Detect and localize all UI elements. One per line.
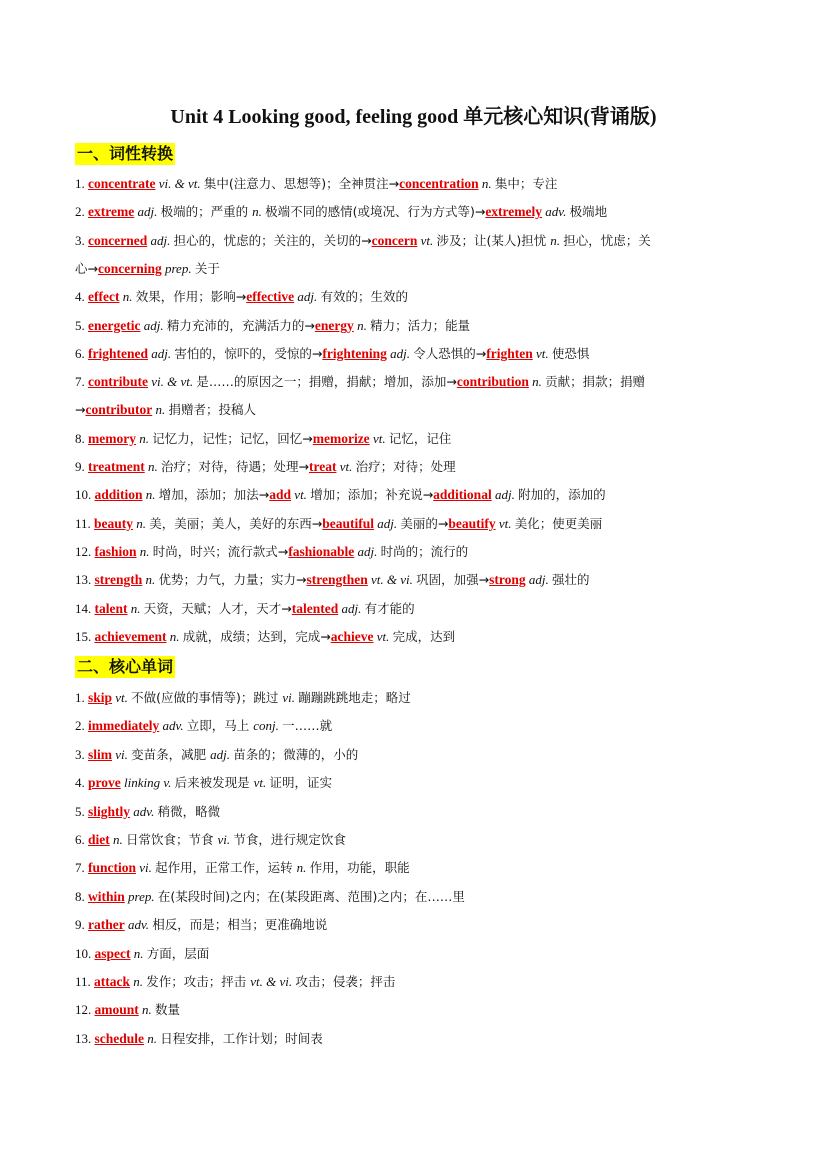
vocab-word: additional bbox=[433, 487, 492, 503]
part-of-speech: n. bbox=[252, 204, 266, 220]
item-number: 3. bbox=[75, 746, 88, 762]
definition-text: 增加，添加；加法→ bbox=[158, 487, 270, 503]
vocab-line bbox=[75, 973, 757, 992]
vocab-word: strong bbox=[489, 572, 526, 588]
vocab-word: concentrate bbox=[88, 176, 156, 191]
definition-text: 害怕的，惊吓的，受惊的→ bbox=[174, 345, 323, 361]
vocab-line bbox=[75, 515, 757, 534]
section-heading-core-words: 二、核心单词 bbox=[77, 657, 174, 676]
item-number: 7. bbox=[75, 374, 88, 390]
vocab-line bbox=[75, 628, 757, 647]
part-of-speech: vt. bbox=[336, 459, 356, 474]
vocab-word: aspect bbox=[94, 945, 131, 961]
vocab-word: treatment bbox=[88, 459, 145, 474]
part-of-speech: adj. bbox=[210, 746, 234, 762]
part-of-speech: n. bbox=[144, 459, 161, 474]
vocab-word: amount bbox=[94, 1002, 139, 1018]
vocab-word: attack bbox=[94, 974, 131, 989]
definition-text: 日程安排，工作计划；时间表 bbox=[160, 1030, 323, 1046]
vocab-word: concern bbox=[371, 232, 418, 248]
part-of-speech: n. bbox=[550, 232, 564, 248]
definition-text: 美化；使更美丽 bbox=[514, 515, 603, 531]
vocab-word: talent bbox=[94, 600, 128, 616]
definition-text: 节食，进行规定饮食 bbox=[233, 832, 346, 847]
part-of-speech: prep. bbox=[124, 888, 158, 904]
part-of-speech: adj. bbox=[147, 232, 174, 248]
vocab-line bbox=[75, 831, 757, 850]
item-number: 4. bbox=[75, 775, 88, 791]
definition-text: 蹦蹦跳跳地走；略过 bbox=[298, 690, 411, 705]
definition-text: 记忆力，记性；记忆，回忆→ bbox=[152, 430, 313, 446]
vocab-line bbox=[75, 746, 757, 765]
vocab-word: contributor bbox=[85, 402, 153, 418]
vocab-word: treat bbox=[308, 459, 337, 474]
item-number: 7. bbox=[75, 860, 88, 876]
definition-text: 心→ bbox=[75, 260, 98, 276]
vocab-word: concerned bbox=[88, 232, 148, 248]
vocab-word: schedule bbox=[94, 1030, 145, 1046]
vocab-word: effective bbox=[246, 289, 295, 305]
item-number: 1. bbox=[75, 176, 88, 191]
part-of-speech: prep. bbox=[161, 260, 195, 276]
vocab-line bbox=[75, 803, 757, 822]
vocab-word: add bbox=[269, 487, 292, 503]
definition-text: 涉及；让(某人)担忧 bbox=[436, 232, 551, 248]
vocab-word: beautify bbox=[448, 515, 496, 531]
definition-text: 有才能的 bbox=[364, 600, 415, 616]
part-of-speech: vi. bbox=[217, 832, 234, 847]
item-number: 13. bbox=[75, 1030, 95, 1046]
part-of-speech: vt. & vi. bbox=[250, 974, 296, 989]
vocab-word: strength bbox=[94, 572, 143, 588]
part-of-speech: vt. bbox=[495, 515, 515, 531]
vocab-word: memorize bbox=[312, 430, 370, 446]
part-of-speech: vt. bbox=[291, 487, 311, 503]
item-number: 15. bbox=[75, 628, 95, 644]
item-number: 9. bbox=[75, 459, 88, 474]
item-number: 6. bbox=[75, 832, 88, 847]
part-of-speech: vt. bbox=[417, 232, 437, 248]
vocab-word: energy bbox=[314, 317, 354, 333]
definition-text: 极端的；严重的 bbox=[160, 204, 253, 220]
part-of-speech: adv. bbox=[542, 204, 570, 220]
item-number: 1. bbox=[75, 690, 88, 705]
definition-text: 攻击；侵袭；抨击 bbox=[295, 974, 396, 989]
vocab-word: slightly bbox=[88, 803, 131, 819]
definition-text: 担心，忧虑；关 bbox=[563, 232, 651, 248]
definition-text: 有效的；生效的 bbox=[320, 289, 409, 305]
part-of-speech: n. bbox=[133, 515, 150, 531]
part-of-speech: adj. bbox=[491, 487, 519, 503]
vocab-word: frighten bbox=[486, 345, 533, 361]
definition-text: 是……的原因之一；捐赠，捐献；增加，添加→ bbox=[196, 374, 457, 390]
vocab-word: extreme bbox=[88, 204, 135, 220]
item-number: 9. bbox=[75, 917, 88, 933]
part-of-speech: adv. bbox=[130, 803, 158, 819]
vocab-line bbox=[75, 430, 757, 449]
vocab-line bbox=[75, 600, 757, 619]
item-number: 8. bbox=[75, 430, 88, 446]
item-number: 8. bbox=[75, 888, 88, 904]
definition-text: 极端地 bbox=[569, 204, 608, 220]
part-of-speech: n. bbox=[135, 430, 153, 446]
part-of-speech: conj. bbox=[253, 718, 283, 734]
definition-text: 时尚，时兴；流行款式→ bbox=[152, 543, 289, 559]
definition-text: 立即，马上 bbox=[186, 718, 254, 734]
vocab-line bbox=[75, 888, 757, 907]
part-of-speech: n. bbox=[138, 1002, 156, 1018]
vocab-word: diet bbox=[88, 832, 110, 847]
part-of-speech: n. bbox=[142, 572, 159, 588]
definition-text: 在(某段时间)之内；在(某段距离、范围)之内；在……里 bbox=[157, 888, 465, 904]
definition-text: 附加的，添加的 bbox=[518, 487, 606, 503]
definition-text: 集中；专注 bbox=[494, 176, 558, 191]
vocab-word: prove bbox=[88, 775, 121, 791]
vocab-word: beautiful bbox=[322, 515, 375, 531]
vocab-word: addition bbox=[94, 487, 143, 503]
vocab-word: skip bbox=[88, 690, 113, 705]
vocab-word: concerning bbox=[97, 260, 162, 276]
definition-text: 作用，功能，职能 bbox=[309, 860, 410, 876]
definition-text: 巩固，加强→ bbox=[416, 572, 490, 588]
part-of-speech: n. bbox=[127, 600, 144, 616]
part-of-speech: adj. bbox=[134, 204, 161, 220]
definition-text: 变苗条，减肥 bbox=[131, 746, 211, 762]
vocab-line bbox=[75, 543, 757, 562]
definition-text: 强壮的 bbox=[552, 572, 590, 588]
item-number: 5. bbox=[75, 803, 88, 819]
definition-text: 成就，成绩；达到，完成→ bbox=[182, 628, 331, 644]
vocab-word: extremely bbox=[485, 204, 543, 220]
definition-text: 集中(注意力、思想等)；全神贯注→ bbox=[203, 176, 400, 191]
item-number: 12. bbox=[75, 543, 95, 559]
definition-text: → bbox=[75, 402, 86, 418]
part-of-speech: vi. bbox=[136, 860, 156, 876]
part-of-speech: n. bbox=[136, 543, 153, 559]
definition-text: 记忆，记住 bbox=[388, 430, 452, 446]
part-of-speech: n. bbox=[130, 945, 147, 961]
definition-text: 天资，天赋；人才，天才→ bbox=[143, 600, 292, 616]
part-of-speech: n. bbox=[353, 317, 371, 333]
part-of-speech: adj. bbox=[354, 543, 381, 559]
vocab-line bbox=[75, 774, 757, 793]
vocab-line bbox=[75, 345, 757, 364]
definition-text: 相反，而是；相当；更准确地说 bbox=[152, 917, 328, 933]
part-of-speech: vt. & vi. bbox=[367, 572, 417, 588]
vocab-line bbox=[75, 288, 757, 307]
definition-text: 美，美丽；美人，美好的东西→ bbox=[149, 515, 323, 531]
part-of-speech: adj. bbox=[294, 289, 321, 305]
part-of-speech: n. bbox=[528, 374, 546, 390]
item-number: 10. bbox=[75, 487, 95, 503]
definition-text: 贡献；捐款；捐赠 bbox=[545, 374, 646, 390]
vocab-line bbox=[75, 458, 757, 477]
part-of-speech: adj. bbox=[386, 345, 414, 361]
part-of-speech: n. bbox=[119, 289, 136, 305]
item-number: 2. bbox=[75, 204, 88, 220]
definition-text: 方面，层面 bbox=[146, 945, 210, 961]
vocab-line bbox=[75, 571, 757, 590]
vocab-word: frightening bbox=[322, 345, 387, 361]
vocab-word: energetic bbox=[88, 317, 141, 333]
definition-text: 稍微，略微 bbox=[157, 803, 221, 819]
vocab-word: memory bbox=[88, 430, 136, 446]
definition-text: 发作；攻击；抨击 bbox=[146, 974, 251, 989]
part-of-speech: n. bbox=[130, 974, 147, 989]
part-of-speech: vt. bbox=[373, 628, 393, 644]
part-of-speech: n. bbox=[109, 832, 126, 847]
definition-text: 美丽的→ bbox=[400, 515, 449, 531]
part-of-speech: adj. bbox=[374, 515, 401, 531]
definition-text: 极端不同的感情(或境况、行为方式等)→ bbox=[265, 204, 486, 220]
part-of-speech: n. bbox=[142, 487, 159, 503]
vocab-word: slim bbox=[88, 746, 113, 762]
vocab-line bbox=[75, 232, 757, 251]
part-of-speech: vi. & vt. bbox=[155, 176, 204, 191]
part-of-speech: vi. bbox=[112, 746, 132, 762]
part-of-speech: vi. & vt. bbox=[148, 374, 197, 390]
section-heading-word-forms: 一、词性转换 bbox=[77, 144, 174, 163]
item-number: 4. bbox=[75, 289, 88, 305]
definition-text: 使恐惧 bbox=[551, 345, 590, 361]
definition-text: 一……就 bbox=[282, 718, 333, 734]
definition-text: 精力；活力；能量 bbox=[370, 317, 471, 333]
definition-text: 令人恐惧的→ bbox=[413, 345, 487, 361]
vocab-word: function bbox=[88, 860, 137, 876]
part-of-speech: adv. bbox=[124, 917, 153, 933]
vocab-word: contribution bbox=[456, 374, 529, 390]
vocab-line bbox=[75, 203, 757, 222]
part-of-speech: n. bbox=[296, 860, 310, 876]
definition-text: 不做(应做的事情等)；跳过 bbox=[131, 690, 283, 705]
definition-text: 治疗；对待，待遇；处理→ bbox=[160, 459, 309, 474]
definition-text: 起作用，正常工作，运转 bbox=[155, 860, 297, 876]
item-number: 6. bbox=[75, 345, 88, 361]
item-number: 3. bbox=[75, 232, 88, 248]
definition-text: 证明，证实 bbox=[269, 775, 333, 791]
vocab-line bbox=[75, 1030, 757, 1049]
document-title: Unit 4 Looking good, feeling good 单元核心知识(背诵版) bbox=[170, 106, 657, 128]
definition-text: 完成，达到 bbox=[392, 628, 456, 644]
definition-text: 增加；添加；补充说→ bbox=[310, 487, 434, 503]
definition-text: 后来被发现是 bbox=[174, 775, 254, 791]
vocab-line bbox=[75, 373, 757, 392]
part-of-speech: vt. bbox=[253, 775, 270, 791]
definition-text: 时尚的；流行的 bbox=[380, 543, 469, 559]
part-of-speech: adv. bbox=[159, 718, 187, 734]
vocab-line bbox=[75, 689, 757, 708]
vocab-word: within bbox=[88, 888, 125, 904]
item-number: 2. bbox=[75, 718, 88, 734]
vocab-word: achieve bbox=[330, 628, 374, 644]
definition-text: 效果，作用；影响→ bbox=[135, 289, 247, 305]
vocab-line bbox=[75, 401, 757, 420]
vocab-line bbox=[75, 486, 757, 505]
definition-text: 关于 bbox=[194, 260, 220, 276]
vocab-word: immediately bbox=[88, 718, 160, 734]
vocab-line bbox=[75, 916, 757, 935]
definition-text: 担心的，忧虑的；关注的，关切的→ bbox=[173, 232, 372, 248]
definition-text: 苗条的；微薄的，小的 bbox=[233, 746, 359, 762]
part-of-speech: vi. bbox=[282, 690, 299, 705]
definition-text: 捐赠者；投稿人 bbox=[168, 402, 256, 418]
definition-text: 治疗；对待；处理 bbox=[355, 459, 456, 474]
vocab-word: fashion bbox=[94, 543, 137, 559]
vocab-line bbox=[75, 260, 757, 279]
part-of-speech: n. bbox=[152, 402, 169, 418]
part-of-speech: n. bbox=[478, 176, 495, 191]
vocab-line bbox=[75, 717, 757, 736]
definition-text: 数量 bbox=[155, 1002, 181, 1018]
part-of-speech: adj. bbox=[148, 345, 175, 361]
vocab-word: achievement bbox=[94, 628, 167, 644]
vocab-line bbox=[75, 175, 757, 194]
item-number: 14. bbox=[75, 600, 95, 616]
vocab-word: contribute bbox=[88, 374, 148, 390]
part-of-speech: n. bbox=[144, 1030, 161, 1046]
vocab-line bbox=[75, 1001, 757, 1020]
part-of-speech: vt. bbox=[112, 690, 132, 705]
vocab-word: fashionable bbox=[288, 543, 355, 559]
item-number: 13. bbox=[75, 572, 95, 588]
vocab-line bbox=[75, 317, 757, 336]
part-of-speech: adj. bbox=[338, 600, 365, 616]
item-number: 10. bbox=[75, 945, 95, 961]
part-of-speech: vt. bbox=[369, 430, 389, 446]
part-of-speech: adj. bbox=[525, 572, 553, 588]
item-number: 11. bbox=[75, 515, 95, 531]
definition-text: 精力充沛的，充满活力的→ bbox=[166, 317, 315, 333]
part-of-speech: adj. bbox=[140, 317, 167, 333]
vocab-line bbox=[75, 945, 757, 964]
definition-text: 日常饮食；节食 bbox=[126, 832, 218, 847]
item-number: 11. bbox=[75, 974, 95, 989]
vocab-line bbox=[75, 859, 757, 878]
vocab-word: rather bbox=[88, 917, 125, 933]
vocab-word: frightened bbox=[88, 345, 148, 361]
vocab-word: beauty bbox=[94, 515, 134, 531]
part-of-speech: linking v. bbox=[120, 775, 175, 791]
part-of-speech: n. bbox=[166, 628, 183, 644]
vocab-word: concentration bbox=[399, 176, 479, 191]
item-number: 5. bbox=[75, 317, 88, 333]
vocab-word: strengthen bbox=[306, 572, 368, 588]
item-number: 12. bbox=[75, 1002, 95, 1018]
part-of-speech: vt. bbox=[532, 345, 552, 361]
vocab-word: talented bbox=[291, 600, 339, 616]
definition-text: 优势；力气，力量；实力→ bbox=[158, 572, 307, 588]
vocab-word: effect bbox=[88, 289, 120, 305]
